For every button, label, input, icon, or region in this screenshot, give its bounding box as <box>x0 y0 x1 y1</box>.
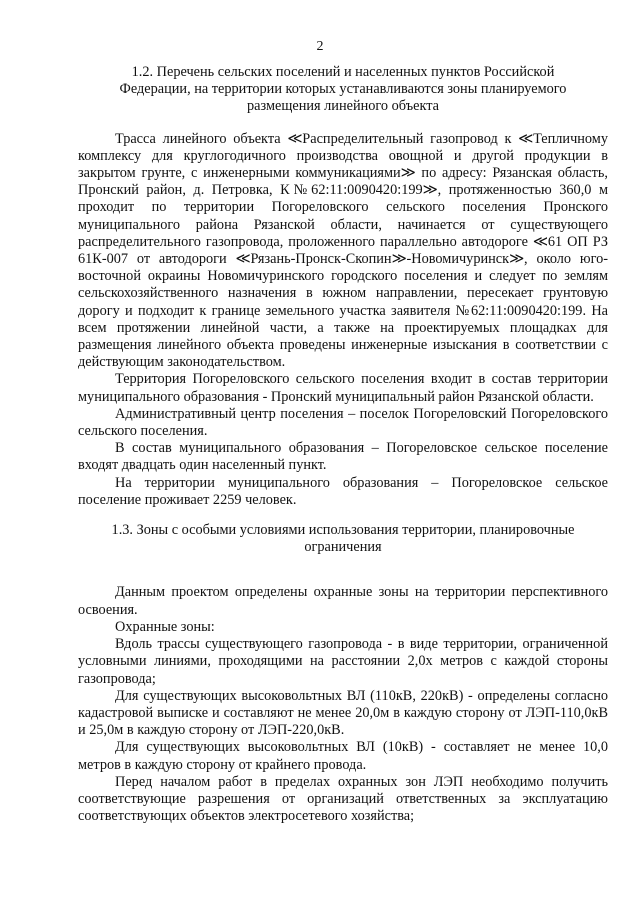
section-heading-1-2: 1.2. Перечень сельских поселений и населенных пунктов Российской Федерации, на территории которых устанавливаются зоны планируемого размещения линейного объекта <box>119 64 567 115</box>
paragraph-protection-zones-label: Охранные зоны: <box>115 618 215 635</box>
page-number: 2 <box>316 39 324 54</box>
paragraph-route-description: Трасса линейного объекта ≪Распределительный газопровод к ≪Тепличному комплексу для круглогодичного производства овощной и другой продукции в закрытом грунте, с инженерными коммуникациями≫ по адресу: Рязанская область, Пронский район, д. Петровка, К№62:11:0090420:199≫, протяженностью 360,0 м проходит по территории Погореловского сельского поселения Пронского муниципального района Рязанской области, начинается от существующего распределительного газопровода, проложенного параллельно автодороге ≪61 ОП РЗ 61К-007 от автодороги ≪Рязань-Пронск-Скопин≫-Новомичуринск≫, около юго-восточной окраины Новомичуринского городского поселения и следует по землям сельскохозяйственного назначения в южном направлении, пересекает грунтовую дорогу и подходит к границе земельного участка заявителя №62:11:0090420:199. На всем протяжении линейной части, а также на проектируемых площадках для размещения линейного объекта проведены инженерные изыскания в соответствии с действующим законодательством. <box>78 130 608 371</box>
paragraph-admin-center: Административный центр поселения – поселок Погореловский Погореловского сельского поселения. <box>78 405 608 440</box>
paragraph-protection-zones-defined: Данным проектом определены охранные зоны на территории перспективного освоения. <box>78 584 608 618</box>
paragraph-settlements-count: В состав муниципального образования – Погореловское сельское поселение входят двадцать один населенный пункт. <box>78 440 608 474</box>
document-body <box>78 64 608 825</box>
section-1-2 <box>78 64 608 509</box>
paragraph-10kv-zone: Для существующих высоковольтных ВЛ (10кВ) - составляет не менее 10,0 метров в каждую сторону от крайнего провода. <box>78 739 608 773</box>
paragraph-population: На территории муниципального образования – Погореловское сельское поселение проживает 2259 человек. <box>78 474 608 508</box>
paragraph-permits: Перед началом работ в пределах охранных зон ЛЭП необходимо получить соответствующие разрешения от организаций ответственных за эксплуатацию соответствующих объектов электросетевого хозяйства; <box>78 773 608 825</box>
section-1-3 <box>78 522 608 825</box>
section-heading-1-3: 1.3. Зоны с особыми условиями использования территории, планировочные ограничения <box>111 522 575 556</box>
paragraph-gas-pipeline-zone: Вдоль трассы существующего газопровода - в виде территории, ограниченной условными линиями, проходящими на расстоянии 2,0х метров с каждой стороны газопровода; <box>78 636 608 687</box>
paragraph-high-voltage-zone: Для существующих высоковольтных ВЛ (110кВ, 220кВ) - определены согласно кадастровой выписке и составляют не менее 20,0м в каждую сторону от ЛЭП-110,0кВ и 25,0м в каждую сторону от ЛЭП-220,0кВ. <box>78 687 608 739</box>
paragraph-territory: Территория Погореловского сельского поселения входит в состав территории муниципального образования - Пронский муниципальный район Рязанской области. <box>78 371 608 405</box>
